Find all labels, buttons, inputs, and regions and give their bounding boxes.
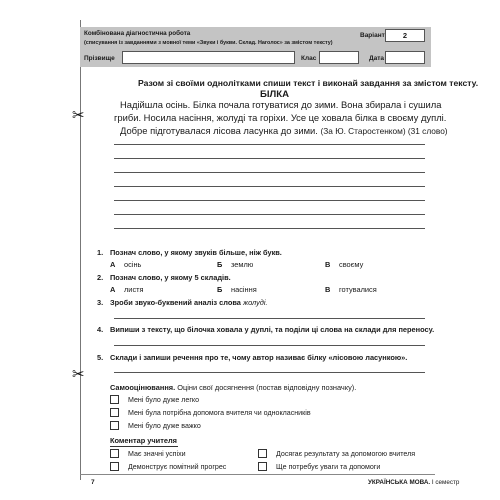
question-4-number: 4. bbox=[97, 325, 104, 334]
question-2-text: Познач слово, у якому 5 складів. bbox=[110, 273, 231, 282]
writing-line[interactable] bbox=[114, 214, 425, 215]
story-line-3: Добре підготувалася лісова ласунка до зими. (За Ю. Старостенком) (31 слово) bbox=[120, 125, 448, 136]
footer-divider bbox=[80, 474, 435, 475]
teacher-checkbox-needs-attention[interactable] bbox=[258, 462, 267, 471]
story-line-1: Надійшла осінь. Білка почала готуватися до зими. Вона збирала і сушила bbox=[120, 99, 442, 110]
class-field[interactable] bbox=[319, 51, 359, 64]
q2-option-a-letter[interactable]: А bbox=[110, 285, 116, 294]
q2-option-v-letter[interactable]: В bbox=[325, 285, 331, 294]
divider bbox=[110, 446, 178, 447]
q1-option-b-text: землю bbox=[231, 260, 254, 269]
self-option-hard: Мені було дуже важко bbox=[128, 422, 201, 430]
q1-option-a-text: осінь bbox=[124, 260, 142, 269]
writing-line[interactable] bbox=[114, 144, 425, 145]
writing-line[interactable] bbox=[114, 228, 425, 229]
q2-option-a-text: листя bbox=[124, 285, 144, 294]
writing-line[interactable] bbox=[114, 172, 425, 173]
writing-line[interactable] bbox=[114, 200, 425, 201]
q2-option-b-text: насіння bbox=[231, 285, 257, 294]
variant-label: Варіант bbox=[360, 32, 385, 39]
cut-line bbox=[80, 20, 81, 480]
class-label: Клас bbox=[301, 55, 317, 62]
writing-line[interactable] bbox=[114, 372, 425, 373]
teacher-comment-title: Коментар учителя bbox=[110, 436, 177, 445]
teacher-checkbox-progress[interactable] bbox=[110, 462, 119, 471]
q2-option-v-text: готувалися bbox=[339, 285, 377, 294]
story-line-2: гриби. Носила насіння, жолуді та горіхи. Усе це ховала білка в своєму дуплі. bbox=[114, 112, 447, 123]
teacher-option-with-help: Досягає результату за допомогою вчителя bbox=[276, 450, 416, 458]
question-2-number: 2. bbox=[97, 273, 104, 282]
task-instruction: Разом зі своїми однолітками спиши текст і виконай завдання за змістом тексту. bbox=[138, 78, 479, 88]
teacher-checkbox-with-help[interactable] bbox=[258, 449, 267, 458]
teacher-option-progress: Демонструє помітний прогрес bbox=[128, 463, 227, 471]
writing-line[interactable] bbox=[114, 318, 425, 319]
writing-line[interactable] bbox=[114, 345, 425, 346]
teacher-checkbox-success[interactable] bbox=[110, 449, 119, 458]
question-5-number: 5. bbox=[97, 353, 104, 362]
page-number: 7 bbox=[91, 479, 95, 486]
question-5-text: Склади і запиши речення про те, чому автор називає білку «лісовою ласункою». bbox=[110, 353, 408, 362]
worksheet-subtitle: (списування із завданнями з мовної теми «Звуки і букви. Склад. Наголос» за змістом тексту) bbox=[84, 40, 333, 46]
writing-line[interactable] bbox=[114, 158, 425, 159]
question-1-text: Познач слово, у якому звуків більше, ніж букв. bbox=[110, 248, 282, 257]
teacher-option-needs-attention: Ще потребує уваги та допомоги bbox=[276, 463, 381, 471]
q1-option-v-letter[interactable]: В bbox=[325, 260, 331, 269]
self-option-easy: Мені було дуже легко bbox=[128, 396, 200, 404]
story-title: БІЛКА bbox=[260, 89, 290, 100]
surname-field[interactable] bbox=[122, 51, 295, 64]
writing-line[interactable] bbox=[114, 186, 425, 187]
self-checkbox-hard[interactable] bbox=[110, 421, 119, 430]
question-3-text: Зроби звуко-буквений аналіз слова жолуді. bbox=[110, 298, 268, 307]
date-field[interactable] bbox=[385, 51, 425, 64]
self-option-help: Мені була потрібна допомога вчителя чи однокласників bbox=[128, 409, 311, 417]
question-1-number: 1. bbox=[97, 248, 104, 257]
scissors-icon: ✂ bbox=[72, 366, 85, 383]
variant-value: 2 bbox=[385, 29, 425, 42]
footer-subject: УКРАЇНСЬКА МОВА. I семестр bbox=[368, 479, 460, 486]
q1-option-a-letter[interactable]: А bbox=[110, 260, 116, 269]
teacher-option-success: Має значні успіхи bbox=[128, 450, 186, 458]
self-checkbox-help[interactable] bbox=[110, 408, 119, 417]
surname-label: Прізвище bbox=[84, 55, 115, 62]
q1-option-b-letter[interactable]: Б bbox=[217, 260, 223, 269]
worksheet-title: Комбінована діагностична робота bbox=[84, 30, 191, 37]
self-checkbox-easy[interactable] bbox=[110, 395, 119, 404]
story-author: (За Ю. Старостенком) (31 слово) bbox=[320, 126, 448, 136]
q1-option-v-text: своєму bbox=[339, 260, 364, 269]
q2-option-b-letter[interactable]: Б bbox=[217, 285, 223, 294]
date-label: Дата bbox=[369, 55, 385, 62]
scissors-icon: ✂ bbox=[72, 107, 85, 124]
question-4-text: Випиши з тексту, що білочка ховала у дуплі, та поділи ці слова на склади для переносу. bbox=[110, 325, 435, 334]
question-3-number: 3. bbox=[97, 298, 104, 307]
self-assessment-title: Самооцінювання. Оціни свої досягнення (постав відповідну позначку). bbox=[110, 383, 357, 392]
